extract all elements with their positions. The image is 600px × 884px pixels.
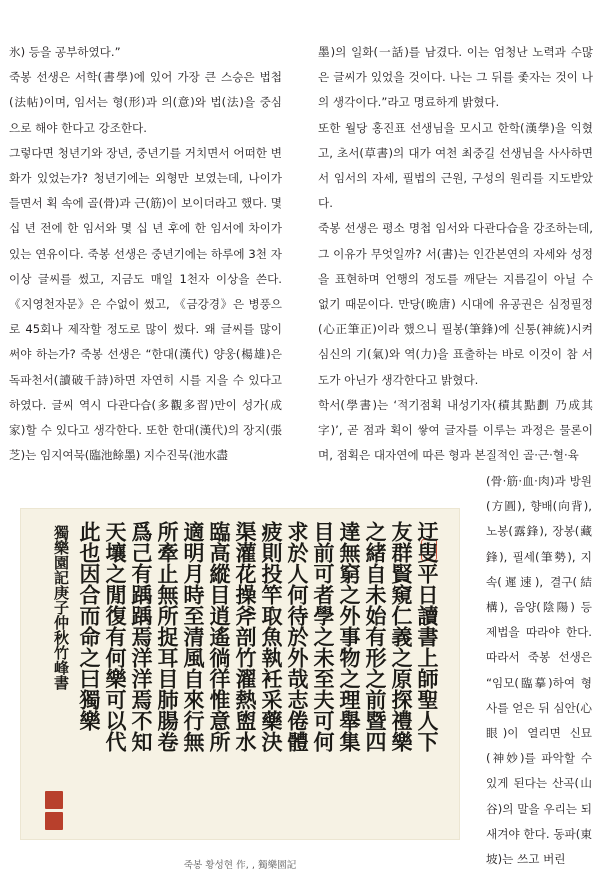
seal-icon xyxy=(45,791,63,809)
calligraphy-column: 此也因合而命之曰獨樂 xyxy=(77,521,102,731)
article-right-narrow-column xyxy=(486,469,592,872)
paragraph: 죽봉 선생은 서학(書學)에 있어 가장 큰 스승은 법첩(法帖)이며, 임서는 형(形)과 의(意)와 법(法)을 중심으로 해야 한다고 강조한다. xyxy=(9,70,282,135)
calligraphy-column: 之緒自未始有形之前暨四 xyxy=(363,521,388,752)
seal-icon xyxy=(45,812,63,830)
paragraph: 氷) 등을 공부하였다.” xyxy=(9,45,121,59)
paragraph: 그렇다면 청년기와 장년, 중년기를 거치면서 어떠한 변화가 있었는가? 청년기에는 외형만 보였는데, 나이가 들면서 획 속에 골(骨)과 근(筋)이 보이더라고 했다. 몇 십 년 전에 한 임서와 몇 십 년 후에 한 임서에 차이가 있는 연유이다. 죽봉 선생은 중년기에는 하루에 3천 자 이상 글씨를 썼고, 지금도 매일 1천자 이상을 쓴다. 《지영천자문》은 수없이 썼고, 《금강경》은 병풍으로 45회나 제작할 정도로 많이 썼다. 왜 글씨를 많이 써야 하는가? 죽봉 선생은 “한대(漢代) 양웅(楊雄)은 독파천서(讀破千詩)하면 자연히 시를 지을 수 있다고 하였다. 글씨 역시 다관다습(多觀多習)만이 성가(成家)할 수 있다고 생각한다. 또한 한대(漢代)의 장지(張芝)는 임지여묵(臨池餘墨) 지수진묵(池水盡 xyxy=(9,145,282,463)
calligraphy-column: 天壤之閒復有何樂可以代 xyxy=(103,521,128,752)
calligraphy-column: 疲則投竿取魚執衽采藥決 xyxy=(259,521,284,752)
paragraph: 또한 월당 홍진표 선생님을 모시고 한학(漢學)을 익혔고, 초서(草書)의 대가 여천 최중길 선생님을 사사하면서 임서의 자세, 필법의 근원, 구성의 원리를 지도받았다. xyxy=(318,120,593,211)
calligraphy-column: 迂叟平日讀書上師聖人下 xyxy=(415,521,440,752)
article-left-column xyxy=(9,40,282,468)
calligraphy-column: 臨高縱目逍遙徜徉惟意所 xyxy=(207,521,232,752)
calligraphy-artwork xyxy=(20,508,460,840)
paragraph: 죽봉 선생은 평소 명첩 임서와 다관다습을 강조하는데, 그 이유가 무엇일까? 서(書)는 인간본연의 자세와 성정을 표현하며 언행의 정도를 깨닫는 지름길이 아닐 수 없기 때문이다. 만당(晩唐) 시대에 유공권은 심정필정(心正筆正)이라 했으니 필봉(筆鋒)에 신통(神統)시켜 심신의 기(氣)와 역(力)을 표출하는 바로 이것이 참 서도가 아닌가 생각한다고 밝혔다. xyxy=(318,221,593,387)
calligraphy-column: 所牽止無所捉耳目肺腸卷 xyxy=(155,521,180,752)
calligraphy-signature-column: 獨樂園記庚子仲秋竹峰書 xyxy=(52,525,70,690)
calligraphy-column: 爲己有踽踽焉洋洋焉不知 xyxy=(129,521,154,752)
image-caption: 죽봉 황성현 作, , 獨樂園記 xyxy=(183,860,297,871)
calligraphy-column: 達無窮之外事物之理舉集 xyxy=(337,521,362,752)
calligraphy-column: 友群賢窺仁義之原探禮樂 xyxy=(389,521,414,752)
calligraphy-column: 適明月時至清風自來行無 xyxy=(181,521,206,752)
paragraph: 학서(學書)는 ‘적기점획 내성기자(積其點劃 乃成其字)’, 곧 점과 획이 쌓여 글자를 이루는 과정은 물론이며, 점획은 대자연에 따른 형과 본질적인 골·근·혈·육 xyxy=(318,397,593,463)
calligraphy-column: 求於人何待於外哉志倦體 xyxy=(285,521,310,752)
article-right-column xyxy=(318,40,593,468)
calligraphy-column: 渠灌花操斧剖竹濯熱盥水 xyxy=(233,521,258,752)
paragraph: 墨)의 일화(一話)를 남겼다. 이는 엄청난 노력과 수많은 글씨가 있었을 것이다. 나는 그 뒤를 좇자는 것이 나의 생각이다.”라고 명료하게 밝혔다. xyxy=(318,45,593,110)
paragraph: (骨·筋·血·肉)과 방원(方圓), 향배(向背), 노봉(露鋒), 장봉(藏鋒), 필세(筆勢), 지속(遲速), 결구(結構), 음양(陰陽) 등 제법을 따라야 한다. 따라서 죽봉 선생은 “임모(臨摹)하여 형사를 얻은 뒤 심안(心眼)이 열리면 신묘(神妙)를 파악할 수 있게 된다는 산곡(山谷)의 말을 우리는 되새겨야 한다. 동파(東坡)는 쓰고 버린 xyxy=(486,474,592,867)
calligraphy-column: 目前可者學之未至夫可何 xyxy=(311,521,336,752)
